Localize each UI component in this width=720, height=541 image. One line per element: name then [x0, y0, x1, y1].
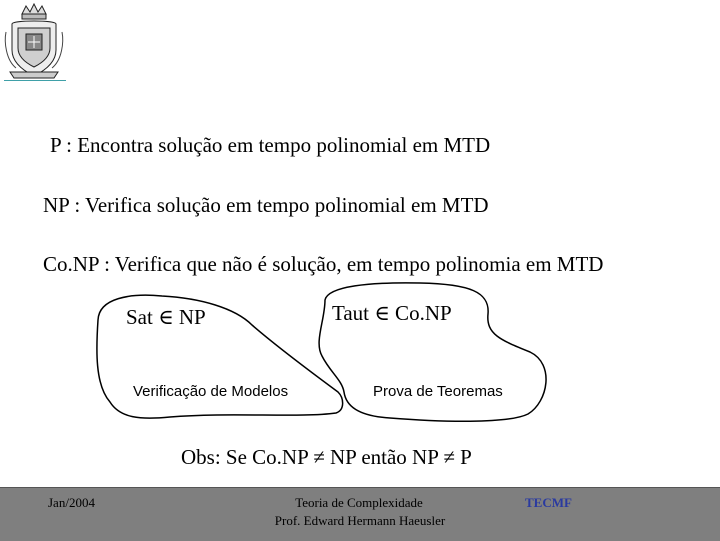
crest-underline: [4, 80, 66, 81]
definition-p: P : Encontra solução em tempo polinomial em MTD: [50, 133, 491, 157]
model-checking-caption: Verificação de Modelos: [133, 383, 289, 400]
definition-np: NP : Verifica solução em tempo polinomial em MTD: [43, 193, 489, 217]
observation-note: Obs: Se Co.NP ≠ NP então NP ≠ P: [181, 445, 472, 469]
footer-department: TECMF: [525, 495, 572, 510]
slide-footer: [0, 487, 720, 541]
definition-conp: Co.NP : Verifica que não é solução, em tempo polinomia em MTD: [43, 252, 604, 276]
university-crest-icon: [2, 2, 66, 82]
footer-date: Jan/2004: [48, 495, 95, 510]
footer-course-title: Teoria de Complexidade: [295, 495, 423, 510]
taut-membership: Taut ∈ Co.NP: [332, 301, 452, 325]
sat-membership: Sat ∈ NP: [126, 305, 206, 329]
footer-professor: Prof. Edward Hermann Haeusler: [274, 513, 446, 528]
theorem-proving-caption: Prova de Teoremas: [373, 383, 503, 400]
